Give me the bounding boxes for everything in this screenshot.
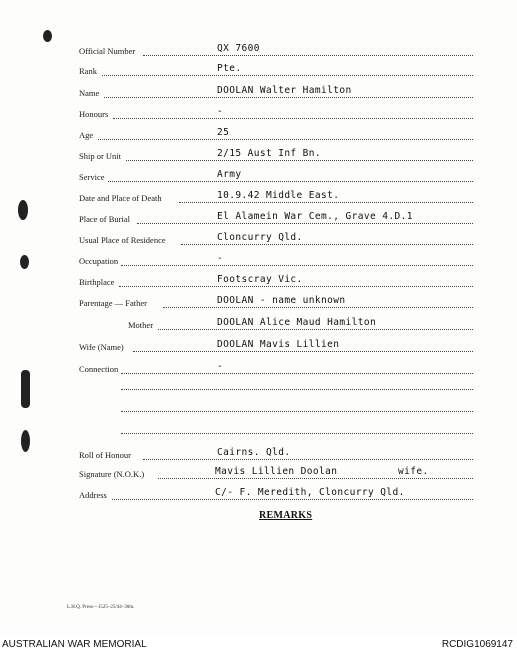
field-label: Service bbox=[79, 172, 105, 182]
dotted-line bbox=[102, 75, 473, 76]
field-roll-of-honour bbox=[0, 444, 517, 464]
printer-imprint: L.H.Q. Press—1525–25/44–30m. bbox=[67, 605, 135, 610]
field-label: Roll of Honour bbox=[79, 450, 131, 460]
field-label: Age bbox=[79, 130, 94, 140]
field-value: QX 7600 bbox=[217, 43, 260, 54]
field-label: Name bbox=[79, 88, 100, 98]
field-honours bbox=[0, 106, 517, 126]
dotted-line bbox=[143, 459, 473, 460]
field-value: DOOLAN Mavis Lillien bbox=[217, 339, 340, 350]
field-label: Usual Place of Residence bbox=[79, 235, 166, 245]
field-place-of-burial bbox=[0, 211, 517, 231]
dotted-line bbox=[126, 160, 473, 161]
blank-dotted-line bbox=[121, 411, 473, 412]
field-value: DOOLAN - name unknown bbox=[217, 295, 346, 306]
field-label: Connection bbox=[79, 364, 119, 374]
field-value: - bbox=[217, 106, 224, 117]
field-father bbox=[0, 295, 517, 315]
field-value: 2/15 Aust Inf Bn. bbox=[217, 148, 322, 159]
field-name bbox=[0, 85, 517, 105]
field-label: Ship or Unit bbox=[79, 151, 122, 161]
field-label: Honours bbox=[79, 109, 109, 119]
dotted-line bbox=[119, 286, 473, 287]
dotted-line bbox=[179, 202, 473, 203]
dotted-line bbox=[137, 223, 473, 224]
field-value: Army bbox=[217, 169, 242, 180]
dotted-line bbox=[143, 55, 473, 56]
field-value: DOOLAN Walter Hamilton bbox=[217, 85, 352, 96]
field-value: Cairns. Qld. bbox=[217, 447, 291, 458]
field-date-place-death bbox=[0, 190, 517, 210]
field-value: El Alamein War Cem., Grave 4.D.1 bbox=[217, 211, 413, 222]
dotted-line bbox=[158, 478, 473, 479]
field-occupation bbox=[0, 253, 517, 273]
dotted-line bbox=[163, 307, 473, 308]
field-address bbox=[0, 487, 517, 507]
field-value: Cloncurry Qld. bbox=[217, 232, 303, 243]
field-label: Address bbox=[79, 490, 107, 500]
field-value: C/- F. Meredith, Cloncurry Qld. bbox=[215, 487, 405, 498]
field-label: Occupation bbox=[79, 256, 119, 266]
field-label: Signature (N.O.K.) bbox=[79, 469, 145, 479]
field-value: - bbox=[217, 253, 224, 264]
binding-hole-mark bbox=[43, 30, 52, 42]
field-mother bbox=[0, 317, 517, 337]
dotted-line bbox=[181, 244, 473, 245]
field-signature bbox=[0, 466, 517, 486]
field-rank bbox=[0, 63, 517, 83]
field-label: Mother bbox=[128, 320, 154, 330]
field-label: Wife (Name) bbox=[79, 342, 124, 352]
footer-record-id: RCDIG1069147 bbox=[441, 639, 513, 650]
field-value: Footscray Vic. bbox=[217, 274, 303, 285]
dotted-line bbox=[133, 351, 473, 352]
blank-dotted-line bbox=[121, 389, 473, 390]
field-connection bbox=[0, 361, 517, 381]
field-value: Mavis Lillien Doolan bbox=[215, 466, 338, 477]
dotted-line bbox=[108, 181, 473, 182]
blank-dotted-line bbox=[121, 433, 473, 434]
dotted-line bbox=[158, 329, 473, 330]
field-value: Pte. bbox=[217, 63, 242, 74]
footer-archive-name: AUSTRALIAN WAR MEMORIAL bbox=[2, 639, 147, 650]
field-label: Parentage — Father bbox=[79, 298, 147, 308]
field-usual-residence bbox=[0, 232, 517, 252]
dotted-line bbox=[98, 139, 473, 140]
field-label: Rank bbox=[79, 66, 97, 76]
dotted-line bbox=[113, 118, 473, 119]
dotted-line bbox=[121, 265, 473, 266]
field-value: - bbox=[217, 361, 224, 372]
field-label: Place of Burial bbox=[79, 214, 130, 224]
field-ship-or-unit bbox=[0, 148, 517, 168]
field-official-number bbox=[0, 43, 517, 63]
field-value-relation: wife. bbox=[398, 466, 429, 477]
field-wife bbox=[0, 339, 517, 359]
field-age bbox=[0, 127, 517, 147]
field-value: 10.9.42 Middle East. bbox=[217, 190, 340, 201]
field-value: DOOLAN Alice Maud Hamilton bbox=[217, 317, 377, 328]
field-label: Official Number bbox=[79, 46, 136, 56]
dotted-line bbox=[121, 373, 473, 374]
field-label: Date and Place of Death bbox=[79, 193, 162, 203]
dotted-line bbox=[104, 97, 473, 98]
dotted-line bbox=[112, 499, 473, 500]
field-value: 25 bbox=[217, 127, 230, 138]
remarks-heading: REMARKS bbox=[259, 510, 313, 521]
field-service bbox=[0, 169, 517, 189]
field-birthplace bbox=[0, 274, 517, 294]
field-label: Birthplace bbox=[79, 277, 115, 287]
